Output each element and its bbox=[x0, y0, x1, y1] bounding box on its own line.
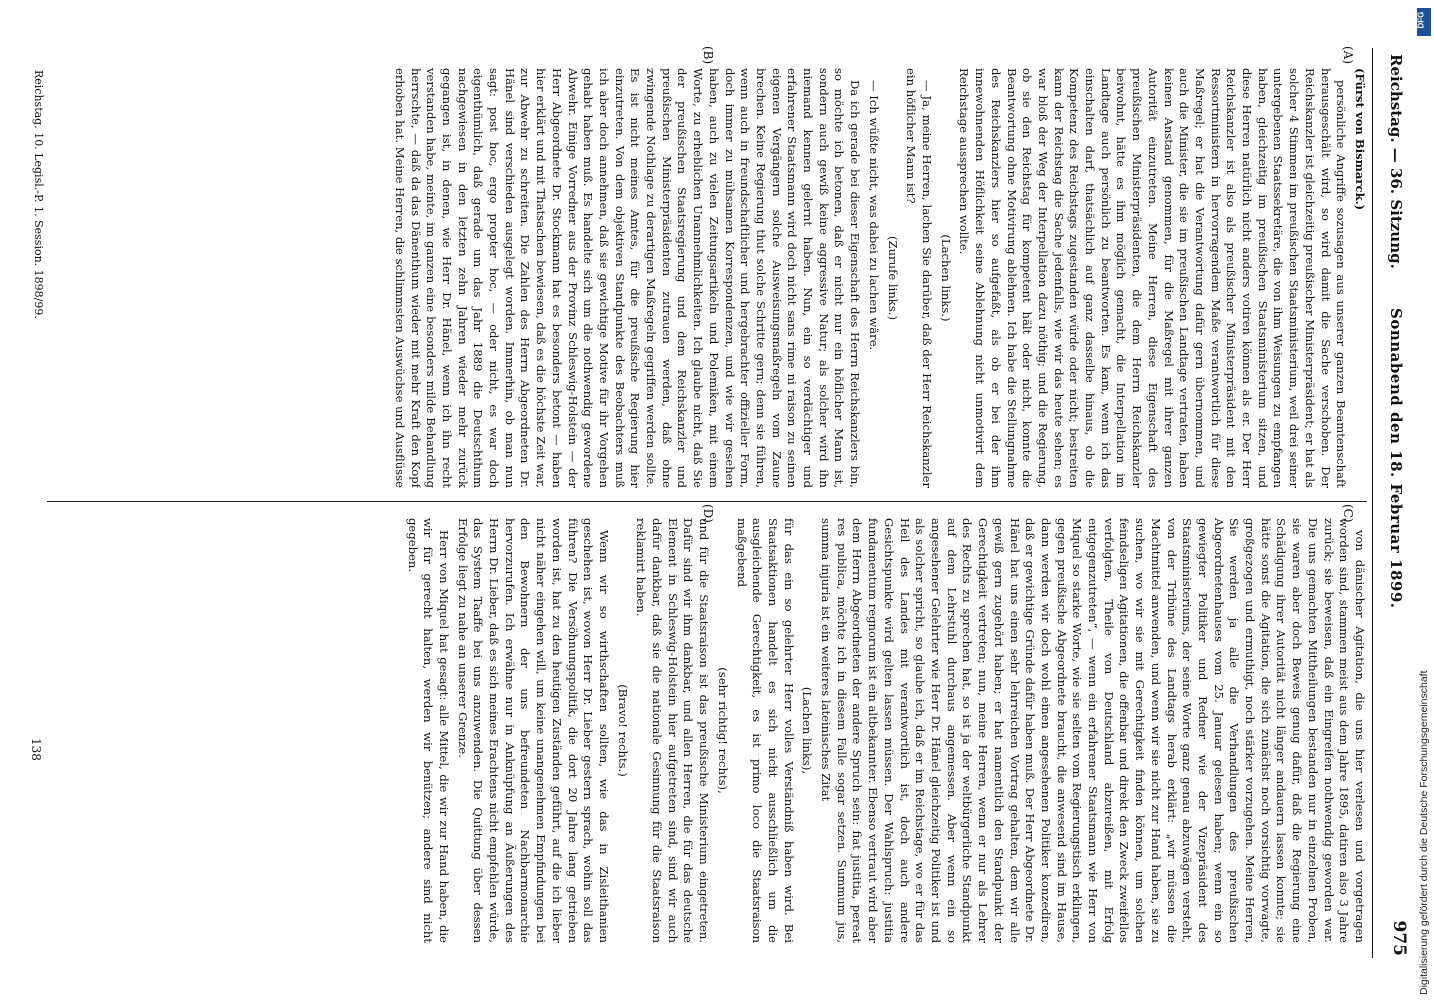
paragraph: (Fürst von Bismarck.) bbox=[1353, 68, 1367, 211]
header-rule bbox=[1372, 48, 1373, 958]
page-footer: Reichstag. 10. Legisl.-P. 1. Session. 1898/99. bbox=[32, 70, 45, 319]
page-header bbox=[1375, 38, 1415, 968]
margin-marker-c: (C) bbox=[1341, 504, 1355, 523]
header-left: Reichstag. — 36. Sitzung. bbox=[1387, 54, 1405, 269]
paragraph: (Zurufe links.) bbox=[885, 236, 900, 320]
paragraph: Da ich gerade bei dieser Eigenschaft des Herrn Reichskanzlers bin, so möchte ich betonen, daß er nicht nur ein höflicher Mann ist, sondern auch gewiß keine aggressive Natur; als solcher wird ihn niemand kennen gelernt haben. Nun, ein so verdächtiger und erfahrener Staatsmann wird doch nicht sans rime ni raison zu seinen eigenen Vergängern solche Ausweisungsmaßregeln vom Zaune brechen. Keine Regierung thut solche Schritte gern; denn sie führen, wenn auch in freundschaftlicher und hergebrachter offizieller Form, doch immer zu mühsamen Korrespondenzen, und wie wir gesehen haben, auch zu vielen Zeitungsartikeln und Polemiken, mit einem Worte, zu erheblichen Unannehmlichkeiten. Ich glaube nicht, daß Sie der preußischen Staatsregierung und dem Reichskanzler und preußischen Ministerpräsidenten zutrauen werden, daß ohne zwingende Nothlage zu derartigen Maßregeln gegriffen werden sollte. Es ist nicht meines Amtes, für die preußische Regierung hier einzutreten. Von dem objektiven Standpunkte des Beobachters muß ich aber doch annehmen, daß sie gewichtige Motive für ihr Vorgehen gehabt haben muß. Es handelte sich um die nothwendig gewordene Abwehr. Einige Vorredner aus der Provinz Schleswig-Holstein — der Herr Abgeordnete Dr. Stockmann hat es besonders betont — haben hier erklärt und mit Thatsachen bewiesen, daß es die höchste Zeit war, zur Abwehr zu schreiten. Die Zahlen des Herrn Abgeordneten Dr. Hänel sind verschieden ausgelegt worden. Immerhin, ob man nun sagt: post hoc, ergo propter hoc, — oder nicht, es war doch eigenthümlich, daß gerade um das Jahr 1889 die Deutschthum nachgewiesen in den letzten zehn Jahren wieder mehr zurück gegangen ist, in denen, wie Herr Dr. Hänel, wenn ich ihn recht verstanden habe, meinte, im ganzen eine besonders milde Behandlung herrschte, — daß da das Dänenthum wieder mit mehr Kraft den Kopf erhoben hat. Meine Herren, die schlimmsten Auswüchse und Ausflüsse bbox=[392, 68, 863, 488]
dfg-logo bbox=[1417, 8, 1431, 36]
paragraph: (Bravo! rechts.) bbox=[615, 684, 630, 777]
margin-marker-a: (A) bbox=[1341, 46, 1355, 65]
paragraph: persönliche Angriffe sozusagen aus unserer ganzen Beamtenschaft herausgeschält wird, so wird damit die Sache verschoben. Der Reichskanzler ist gleichzeitig preußischer Ministerpräsident; er hat als solcher 4 Stimmen im preußischen Staatsministerium, weil drei seiner untergebenen Staatssekretäre, die von ihm Weisungen zu empfangen haben, gleichzeitig im preußischen Staatsministerium sitzen, und diese Herren natürlich nicht anders votiren können als er. Der Herr Reichskanzler ist also als preußischer Ministerpräsident mit den Ressortministern in hervorragendem Maße verantwortlich für diese Maßregel; er hat die Verantwortung dafür gern übernommen, und auch die Minister, die sie im preußischen Landtage vertraten, haben keinen Anstand genommen, für die Maßregel mit ihrer ganzen Autorität einzutreten. Meine Herren, diese Eigenschaft des preußischen Ministerpräsidenten, die dem Herrn Reichskanzler beiwohnt, hätte es ihm möglich gemacht, die Interpellation im Landtage auch persönlich zu beantworten. Es kam, wenn ich das einschalten darf, thatsächlich auf ganz dasselbe hinaus, ob die Kompetenz des Reichstags zugestanden würde oder nicht; bestreiten kann der Reichstag die Sache jedenfalls, wie wir das heute sehen; es war bloß der Weg der Interpellation dazu nöthig; und die Regierung, ob sie den Reichstag für kompetent hält oder nicht, konnte die Beantwortung ohne Motivirung ablehnen. Ich habe die Stellungnahme des Reichskanzlers hier so aufgefaßt, als ob er bei der ihm innewohnenden Höflichkeit seine Ablehnung nicht unmotivirt dem Reichstage aussprechen wollte. bbox=[957, 68, 1349, 488]
paragraph: und für die Staatsraison ist das preußische Ministerium eingetreten. Dafür sind wir ihm dankbar, und allen Herren, die für das deutsche Element in Schleswig-Holstein hier aufgetreten sind, sind wir auch dafür dankbar, daß sie die nationale Gesinnung für die Staatsraison reklamirt haben. bbox=[634, 518, 712, 943]
digitization-note: Digitalisierung gefördert durch die Deutsche Forschungsgemeinschaft bbox=[1418, 670, 1430, 995]
paragraph: (Lachen links), bbox=[800, 686, 815, 775]
dfg-logo-text: DFG bbox=[1416, 11, 1426, 29]
margin-marker-b: (B) bbox=[701, 46, 715, 65]
left-text-column bbox=[47, 68, 1367, 488]
paragraph: Herr von Miquel hat gesagt: alle Mittel, die wir zur Hand haben, die wir für gerecht halten, werden wir benützen; andere sind nicht gegeben. bbox=[405, 518, 451, 943]
margin-marker-d: (D) bbox=[701, 504, 715, 523]
paragraph: (sehr richtig! rechts), bbox=[715, 667, 730, 794]
header-date: Sonnabend den 18. Februar 1899. bbox=[1387, 308, 1405, 609]
header-page-number: 975 bbox=[1389, 920, 1409, 956]
paragraph: — Ich wüßte nicht, was dabei zu lachen wäre. bbox=[866, 80, 881, 351]
paragraph: (Lachen links.) bbox=[938, 234, 953, 322]
footer-page-number: 138 bbox=[29, 738, 43, 761]
paragraph: für das ein so gelehrter Herr volles Verständniß haben wird. Bei Staatsaktionen handelt es sich nicht ausschließlich um die ausgleichende Gerechtigkeit, es ist primo loco die Staatsraison maßgebend bbox=[734, 518, 796, 943]
paragraph: — Ja, meine Herren, lachen Sie darüber, daß der Herr Reichskanzler ein höflicher Mann ist? bbox=[904, 68, 935, 488]
paragraph: Wenn wir so wirthschaften sollten, wie das in Zisleithanien geschehen ist, wovon Herr Dr. Lieber gestern sprach, wohin soll das führen? Die Versöhnungspolitik, die dort 20 Jahre lang getrieben worden ist, hat zu den heutigen Zuständen geführt, auf die ich lieber nicht näher eingehen will, um keine unangenehmen Empfindungen bei den Bewohnern der uns befreundeten Nachbarmonarchie hervorzurufen. Ich erwähne nur in Anknüpfung an Äußerungen des Herrn Dr. Lieber, daß es sich meines Erachtens nicht empfehlen würde, das System Taaffe bei uns anzuwenden. Die Quittung über dessen Erfolge liegt zu nahe an unserer Grenze. bbox=[455, 518, 611, 943]
rotated-document-page bbox=[25, 38, 1415, 968]
right-text-column bbox=[47, 518, 1367, 943]
paragraph: von dänischer Agitation, die uns hier verlesen und vorgetragen worden sind, stammen meist aus dem Jahre 1895, datiren also 3 Jahre zurück; sie beweisen, daß ein Eingreifen nothwendig geworden war. Die uns gemachten Mittheilungen bestanden nur in einzelnen Proben, sie waren aber doch Beweis genug dafür, daß die Regierung eine Schädigung ihrer Autorität nicht länger andauern lassen konnte; sie hätte sonst die Agitation, die sich zunächst noch vorsichtig vorwagte, großgezogen und ermuthigt, noch stärker vorzugehen. Meine Herren, Sie werden ja alle die Verhandlungen des preußischen Abgeordnetenhauses vom 25. Januar gelesen haben; wenn ein so gewiegter Politiker und Redner wie der Vizepräsident des Staatsministeriums, der seine Worte ganz genau abzuwägen versteht, von der Tribüne des Landtags herab erklärt: „wir müssen die Machtmittel anwenden, und wenn wir sie nicht zur Hand haben, sie zu suchen, wo wir sie mit Gerechtigkeit finden können, um solchen feindseligen Agitationen, die offenbar und direkt den Zweck zweifellos verfolgten, Theile von Deutschland abzureißen, mit Erfolg entgegenzutreten“, — wenn ein erfahrener Staatsmann wie Herr von Miquel so starke Worte, wie sie selten vom Regierungstisch erklingen, gegen preußische Abgeordnete braucht, die anwesend sind im Hause, dann werden wir doch wohl einen angesehenen Politiker konzediren, daß er gewichtige Gründe dafür haben muß. Der Herr Abgeordnete Dr. Hänel hat uns einen sehr lehrreichen Vortrag gehalten, dem wir alle gewiß gern zugehört haben; er hat namentlich den Standpunkt der Gerechtigkeit vertreten; nun, meine Herren, wenn er nur als Lehrer des Rechts zu sprechen hat, so ist ja der weltbürgerliche Standpunkt auf dem Lehrstuhl durchaus angemessen. Aber wenn ein so angesehener Gelehrter wie Herr Dr. Hänel gleichzeitig Politiker ist und als solcher spricht, so glaube ich, daß er im Reichstage, wo er für das Heil des Landes mit verantwortlich ist, doch auch andere Gesichtspunkte wird gelten lassen müssen. Der Wahlspruch: justitia fundamentum regnorum ist ein altbekannter. Ebenso vertraut wird aber dem Herrn Abgeordneten der andere Spruch sein: fiat justitia, pereat res publica, möchte ich in diesem Falle sogar setzen. Summum jus, summa injuria ist ein weiteres lateinisches Zitat bbox=[819, 518, 1367, 943]
column-divider bbox=[47, 501, 1367, 502]
